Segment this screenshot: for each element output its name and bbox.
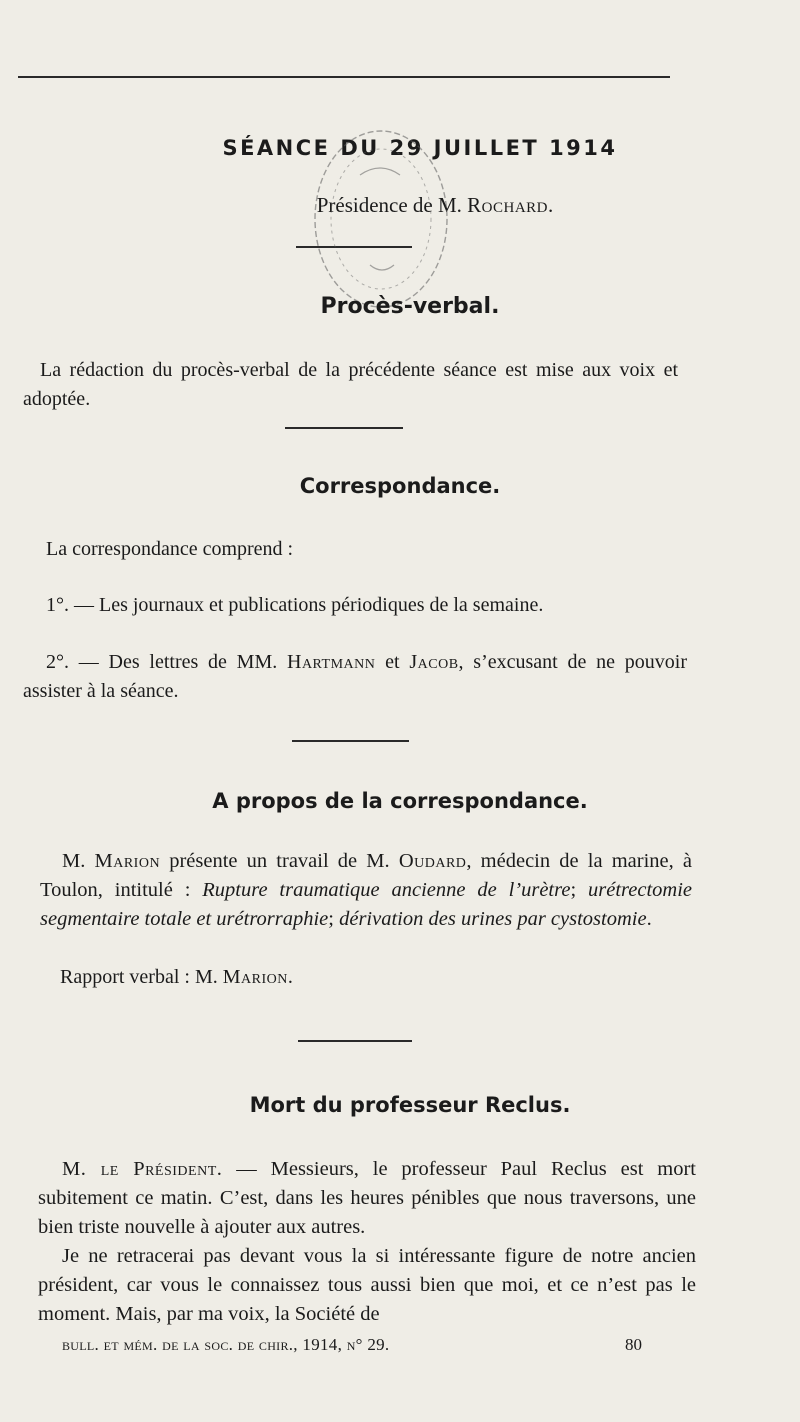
sep-1: ; [570,879,589,901]
name-marion: Marion [94,850,161,872]
a-propos-mid-1: présente un travail de M. [160,850,399,872]
rapport-suffix: . [287,966,293,988]
correspondance-item-1: 1°. — Les journaux et publications périodiques de la semaine. [46,594,544,616]
correspondance-item-2 [23,648,687,706]
correspondance-heading: Correspondance. [299,474,501,498]
a-propos-mid-2: , médecin de la marine, à Toulon, intitulé : [40,850,692,901]
rapport-prefix: Rapport verbal : M. [60,966,223,988]
work-title-1: Rupture traumatique ancienne de l’urètre [202,879,571,901]
seance-title: SÉANCE DU 29 JUILLET 1914 [222,136,618,160]
page-footer [62,1335,642,1355]
rapport-verbal [60,963,293,992]
item2-prefix: 2°. — Des lettres de MM. [46,651,287,673]
mort-paragraph-2: Je ne retracerai pas devant vous la si intéressante figure de notre ancien président, car vous le connaissez tous aussi bien que moi, et ce n’est pas le moment. Mais, par ma voix, la Société de [38,1245,696,1325]
item2-suffix: , s’excusant de ne pouvoir assister à la séance. [23,651,687,702]
section-rule [285,427,403,429]
speaker: M. le Président. [62,1158,223,1180]
section-rule [292,740,409,742]
mort-heading: Mort du professeur Reclus. [249,1093,571,1117]
proces-verbal-heading: Procès-verbal. [320,294,500,319]
mort-paragraph-1 [38,1155,696,1242]
president-name: Rochard [467,193,549,217]
item2-and: et [375,651,410,673]
work-title-3: dérivation des urines par cystostomie [339,908,647,930]
name-hartmann: Hartmann [287,651,376,673]
top-rule [18,76,670,78]
a-propos-end: . [646,908,652,930]
presidence-prefix: Présidence de M. [316,193,468,217]
name-jacob: Jacob [409,651,459,673]
page-number: 80 [625,1335,642,1354]
presidence-suffix: . [548,193,554,217]
m-prefix: M. [62,850,95,872]
sep-2: ; [328,908,340,930]
a-propos-text [40,847,692,934]
work-title-2: urétrectomie segmentaire totale et urétrorraphie [40,879,692,930]
section-rule [298,1040,412,1042]
a-propos-heading: A propos de la correspondance. [212,789,588,813]
proces-verbal-text: La rédaction du procès-verbal de la précédente séance est mise aux voix et adoptée. [23,359,678,410]
rapport-name: Marion [222,966,288,988]
section-rule [296,246,412,248]
footer-citation: bull. et mém. de la soc. de chir., 1914, n° 29. [62,1335,390,1354]
correspondance-intro: La correspondance comprend : [46,538,294,560]
presidence-line [0,193,800,218]
mort-p1-text: — Messieurs, le professeur Paul Reclus est mort subitement ce matin. C’est, dans les heures pénibles que nous traversons, une bien triste nouvelle à ajouter aux autres. [38,1158,696,1238]
name-oudard: Oudard [398,850,467,872]
